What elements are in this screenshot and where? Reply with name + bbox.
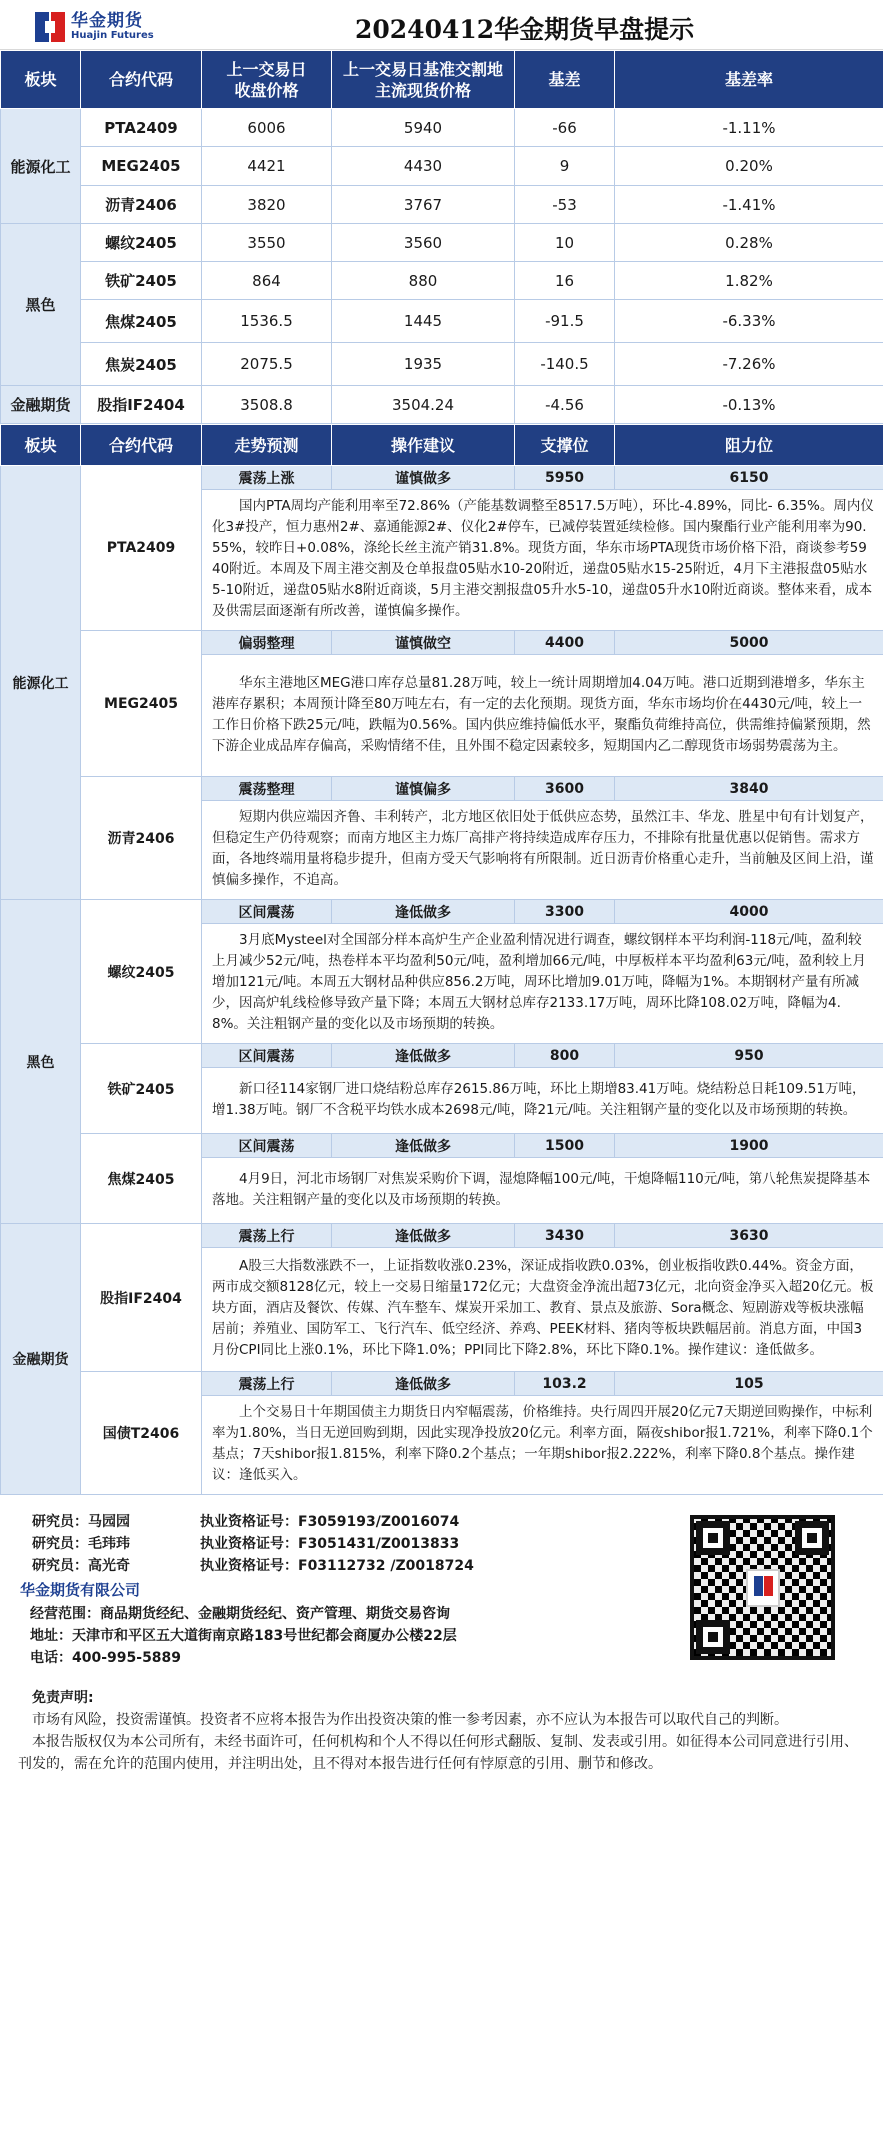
trend-prediction: 震荡上涨 — [202, 466, 332, 490]
disclaimer-p2: 本报告版权仅为本公司所有，未经书面许可，任何机构和个人不得以任何形式翻版、复制、发表或引用。如征得本公司同意进行引用、刊发的，需在允许的范围内使用，并注明出处，且不得对本报告进行任何有悖原意的引用、删节和修改。 — [18, 1734, 858, 1772]
qr-code-icon — [690, 1515, 835, 1660]
contract-code: 国债T2406 — [81, 1372, 202, 1495]
spot-price: 5940 — [332, 109, 515, 147]
researcher-2-cert: 执业资格证号：F3051431/Z0013833 — [200, 1536, 460, 1552]
contract-code: 沥青2406 — [81, 186, 202, 224]
col-support: 支撑位 — [515, 425, 615, 466]
spot-price: 3767 — [332, 186, 515, 224]
basis-rate: 0.28% — [615, 224, 883, 262]
trend-prediction: 震荡整理 — [202, 777, 332, 801]
col-spot: 上一交易日基准交割地 主流现货价格 — [332, 51, 515, 109]
contract-code: 螺纹2405 — [81, 224, 202, 262]
trend-prediction: 震荡上行 — [202, 1224, 332, 1248]
spot-price: 880 — [332, 262, 515, 300]
basis-row — [1, 109, 883, 147]
col-code: 合约代码 — [81, 425, 202, 466]
analysis-text: A股三大指数涨跌不一，上证指数收涨0.23%，深证成指收跌0.03%，创业板指收跌0.44%。资金方面，两市成交额8128亿元，较上一交易日缩量172亿元；大盘资金净流出超73亿元，北向资金净买入超20亿元。板块方面，酒店及餐饮、传媒、汽车整车、煤炭开采加工、教育、景点及旅游、Sora概念、短剧游戏等板块涨幅居前；养殖业、国防军工、飞行汽车、低空经济、养鸡、PEEK材料、猪肉等板块跌幅居前。消息方面，中国3月份CPI同比上涨0.1%，环比下降1.0%；PPI同比下降2.8%，环比下降0.1%。操作建议：逢低做多。 — [202, 1248, 883, 1372]
basis-rate: -6.33% — [615, 300, 883, 343]
support-level: 5950 — [515, 466, 615, 490]
researcher-2: 研究员：毛玮玮 — [32, 1536, 130, 1552]
strategy-row — [1, 631, 883, 655]
strategy-row — [1, 900, 883, 924]
business-scope: 经营范围：商品期货经纪、金融期货经纪、资产管理、期货交易咨询 — [30, 1606, 450, 1622]
trend-prediction: 区间震荡 — [202, 1134, 332, 1158]
col-resistance: 阻力位 — [615, 425, 883, 466]
col-close: 上一交易日 收盘价格 — [202, 51, 332, 109]
strategy-row — [1, 1044, 883, 1068]
basis-row — [1, 262, 883, 300]
basis-value: -91.5 — [515, 300, 615, 343]
operation-advice: 逢低做多 — [332, 1372, 515, 1396]
close-price: 864 — [202, 262, 332, 300]
logo-mark-icon — [35, 12, 65, 42]
support-level: 103.2 — [515, 1372, 615, 1396]
operation-advice: 逢低做多 — [332, 1044, 515, 1068]
basis-rate: -7.26% — [615, 343, 883, 386]
resistance-level: 5000 — [615, 631, 883, 655]
sector-cell: 能源化工 — [1, 109, 81, 224]
col-trend: 走势预测 — [202, 425, 332, 466]
resistance-level: 1900 — [615, 1134, 883, 1158]
support-level: 3600 — [515, 777, 615, 801]
operation-advice: 逢低做多 — [332, 1134, 515, 1158]
operation-advice: 谨慎做空 — [332, 631, 515, 655]
analysis-text: 国内PTA周均产能利用率至72.86%（产能基数调整至8517.5万吨），环比-4.89%，同比- 6.35%。周内仪化3#投产，恒力惠州2#、嘉通能源2#、仪化2#停车，已减停装置延续检修。国内聚酯行业产能利用率为90.55%，较昨日+0.08%，涤纶长丝主流产销31.8%。现货方面，华东市场PTA现货市场价格下沿，商谈参考5940附近。本周及下周主港交割及仓单报盘05贴水10-20附近，递盘05贴水15-25附近，4月下主港报盘05贴水5-10附近，递盘05贴水8附近商谈，5月主港交割报盘05升水5-10，递盘05升水10附近商谈。整体来看，成本及供需层面逐渐有所改善，谨慎偏多操作。 — [202, 490, 883, 631]
sector-cell: 黑色 — [1, 224, 81, 386]
contract-code: 股指IF2404 — [81, 1224, 202, 1372]
researcher-1-cert: 执业资格证号：F3059193/Z0016074 — [200, 1514, 460, 1530]
basis-rate: -1.41% — [615, 186, 883, 224]
sector-cell: 金融期货 — [1, 1224, 81, 1495]
sector-cell: 黑色 — [1, 900, 81, 1224]
contract-code: 铁矿2405 — [81, 262, 202, 300]
col-basis: 基差 — [515, 51, 615, 109]
trend-prediction: 震荡上行 — [202, 1372, 332, 1396]
contract-code: MEG2405 — [81, 147, 202, 186]
company-address: 地址：天津市和平区五大道街南京路183号世纪都会商厦办公楼22层 — [30, 1628, 457, 1644]
strategy-row — [1, 1224, 883, 1248]
contract-code: PTA2409 — [81, 109, 202, 147]
support-level: 800 — [515, 1044, 615, 1068]
strategy-row — [1, 1372, 883, 1396]
col-advice: 操作建议 — [332, 425, 515, 466]
page-header — [0, 0, 883, 50]
basis-rate: -1.11% — [615, 109, 883, 147]
basis-value: -4.56 — [515, 386, 615, 424]
close-price: 4421 — [202, 147, 332, 186]
support-level: 3300 — [515, 900, 615, 924]
strategy-table-body — [1, 466, 883, 1495]
basis-table-body — [1, 109, 883, 424]
operation-advice: 谨慎做多 — [332, 466, 515, 490]
col-sector: 板块 — [1, 425, 81, 466]
support-level: 4400 — [515, 631, 615, 655]
basis-row — [1, 343, 883, 386]
resistance-level: 4000 — [615, 900, 883, 924]
resistance-level: 3630 — [615, 1224, 883, 1248]
support-level: 3430 — [515, 1224, 615, 1248]
basis-rate: 1.82% — [615, 262, 883, 300]
operation-advice: 谨慎偏多 — [332, 777, 515, 801]
resistance-level: 105 — [615, 1372, 883, 1396]
analysis-text: 短期内供应端因齐鲁、丰利转产，北方地区依旧处于低供应态势，虽然江丰、华龙、胜星中旬有计划复产，但稳定生产仍待观察；而南方地区主力炼厂高排产将持续造成库存压力，不排除有批量优惠以促销售。需求方面，各地终端用量将稳步提升，但南方受天气影响将有所限制。近日沥青价格重心走升，当前触及区间上沿，谨慎偏多操作，不追高。 — [202, 801, 883, 900]
contract-code: PTA2409 — [81, 466, 202, 631]
company-phone: 电话：400-995-5889 — [30, 1650, 182, 1666]
resistance-level: 6150 — [615, 466, 883, 490]
disclaimer-title: 免责声明: — [32, 1690, 94, 1706]
basis-row — [1, 224, 883, 262]
strategy-row — [1, 466, 883, 490]
contract-code: 焦煤2405 — [81, 1134, 202, 1224]
spot-price: 1935 — [332, 343, 515, 386]
resistance-level: 3840 — [615, 777, 883, 801]
footer — [0, 1495, 883, 1781]
logo-cn: 华金期货 — [71, 11, 143, 31]
basis-row — [1, 386, 883, 424]
basis-rate: 0.20% — [615, 147, 883, 186]
researcher-3: 研究员：高光奇 — [32, 1558, 130, 1574]
trend-prediction: 区间震荡 — [202, 900, 332, 924]
basis-value: -140.5 — [515, 343, 615, 386]
trend-prediction: 区间震荡 — [202, 1044, 332, 1068]
contract-code: 焦煤2405 — [81, 300, 202, 343]
support-level: 1500 — [515, 1134, 615, 1158]
company-logo — [35, 12, 154, 42]
disclaimer-p1: 市场有风险，投资需谨慎。投资者不应将本报告为作出投资决策的惟一参考因素，亦不应认为本报告可以取代自己的判断。 — [32, 1712, 788, 1728]
basis-row — [1, 147, 883, 186]
spot-price: 3504.24 — [332, 386, 515, 424]
contract-code: 焦炭2405 — [81, 343, 202, 386]
basis-table-header — [1, 51, 883, 109]
researcher-1: 研究员：马园园 — [32, 1514, 130, 1530]
basis-value: 10 — [515, 224, 615, 262]
sector-cell: 金融期货 — [1, 386, 81, 424]
logo-en: Huajin Futures — [71, 30, 154, 41]
resistance-level: 950 — [615, 1044, 883, 1068]
basis-value: 9 — [515, 147, 615, 186]
analysis-text: 新口径114家钢厂进口烧结粉总库存2615.86万吨，环比上期增83.41万吨。烧结粉总日耗109.51万吨，增1.38万吨。钢厂不含税平均铁水成本2698元/吨，降21元/吨。关注粗钢产量的变化以及市场预期的转换。 — [202, 1068, 883, 1134]
close-price: 3550 — [202, 224, 332, 262]
spot-price: 4430 — [332, 147, 515, 186]
close-price: 1536.5 — [202, 300, 332, 343]
spot-price: 3560 — [332, 224, 515, 262]
strategy-row — [1, 1134, 883, 1158]
disclaimer — [0, 1687, 883, 1775]
operation-advice: 逢低做多 — [332, 1224, 515, 1248]
analysis-text: 华东主港地区MEG港口库存总量81.28万吨，较上一统计周期增加4.04万吨。港口近期到港增多，华东主港库存累积；本周预计降至80万吨左右，有一定的去化预期。现货方面，华东市场均价在4430元/吨，较上一工作日价格下跌25元/吨，跌幅为0.56%。国内供应维持偏低水平，聚酯负荷维持高位，供需维持偏紧预期，然下游企业成品库存偏高，采购情绪不佳，且外围不稳定因素较多，短期国内乙二醇现货市场弱势震荡为主。 — [202, 655, 883, 777]
strategy-table-header — [1, 425, 883, 466]
contract-code: 沥青2406 — [81, 777, 202, 900]
close-price: 6006 — [202, 109, 332, 147]
contract-code: MEG2405 — [81, 631, 202, 777]
contract-code: 螺纹2405 — [81, 900, 202, 1044]
page-title: 20240412华金期货早盘提示 — [355, 15, 695, 44]
col-basis-rate: 基差率 — [615, 51, 883, 109]
basis-row — [1, 186, 883, 224]
basis-value: -53 — [515, 186, 615, 224]
col-sector: 板块 — [1, 51, 81, 109]
analysis-text: 上个交易日十年期国债主力期货日内窄幅震荡，价格维持。央行周四开展20亿元7天期逆回购操作，中标利率为1.80%，当日无逆回购到期，因此实现净投放20亿元。利率方面，隔夜shibor报1.721%，利率下降0.1个基点；7天shibor报1.815%，利率下降0.2个基点；一年期shibor报2.222%，利率下降0.8个基点。操作建议：逢低买入。 — [202, 1396, 883, 1495]
close-price: 3508.8 — [202, 386, 332, 424]
close-price: 3820 — [202, 186, 332, 224]
contract-code: 股指IF2404 — [81, 386, 202, 424]
trend-prediction: 偏弱整理 — [202, 631, 332, 655]
close-price: 2075.5 — [202, 343, 332, 386]
col-code: 合约代码 — [81, 51, 202, 109]
operation-advice: 逢低做多 — [332, 900, 515, 924]
basis-table — [0, 50, 883, 424]
strategy-table — [0, 424, 883, 1495]
sector-cell: 能源化工 — [1, 466, 81, 900]
contract-code: 铁矿2405 — [81, 1044, 202, 1134]
company-name: 华金期货有限公司 — [20, 1581, 141, 1599]
basis-value: 16 — [515, 262, 615, 300]
basis-row — [1, 300, 883, 343]
basis-rate: -0.13% — [615, 386, 883, 424]
strategy-row — [1, 777, 883, 801]
spot-price: 1445 — [332, 300, 515, 343]
researcher-3-cert: 执业资格证号：F03112732 /Z0018724 — [200, 1558, 474, 1574]
analysis-text: 4月9日，河北市场钢厂对焦炭采购价下调，湿熄降幅100元/吨，干熄降幅110元/吨，第八轮焦炭提降基本落地。关注粗钢产量的变化以及市场预期的转换。 — [202, 1158, 883, 1224]
basis-value: -66 — [515, 109, 615, 147]
analysis-text: 3月底Mysteel对全国部分样本高炉生产企业盈利情况进行调查，螺纹钢样本平均利润-118元/吨，盈利较上月减少52元/吨，热卷样本平均盈利50元/吨，盈利增加66元/吨，中厚板样本平均盈利63元/吨，盈利较上月增加121元/吨。本周五大钢材品种供应856.2万吨，周环比增加9.01万吨，降幅为1%。本期钢材产量有所减少，因高炉轧线检修导致产量下降；本周五大钢材总库存2133.17万吨，周环比降108.02万吨，降幅为4.8%。关注粗钢产量的变化以及市场预期的转换。 — [202, 924, 883, 1044]
